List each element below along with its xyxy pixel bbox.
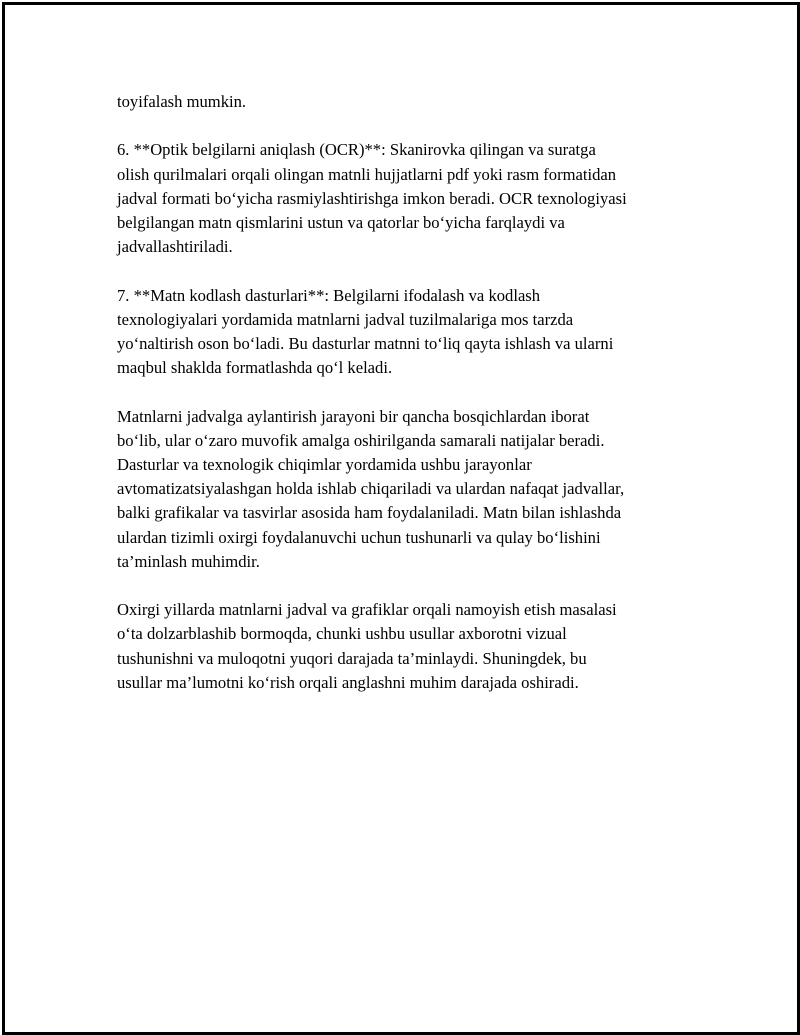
text-line: avtomatizatsiyalashgan holda ishlab chiqariladi va ulardan nafaqat jadvallar, bbox=[117, 479, 625, 499]
text-line: usullar ma’lumotni ko‘rish orqali anglashni muhim darajada oshiradi. bbox=[117, 672, 579, 692]
document-body bbox=[117, 90, 717, 719]
text-line: Matnlarni jadvalga aylantirish jarayoni bir qancha bosqichlardan iborat bbox=[117, 406, 590, 426]
text-line: jadval formati bo‘yicha rasmiylashtirishga imkon beradi. OCR texnologiyasi bbox=[117, 188, 627, 208]
paragraph-ocr bbox=[117, 138, 717, 259]
text-line: maqbul shaklda formatlashda qo‘l keladi. bbox=[117, 358, 393, 378]
text-line: Dasturlar va texnologik chiqimlar yordamida ushbu jarayonlar bbox=[117, 455, 532, 474]
text-line: balki grafikalar va tasvirlar asosida ham foydalaniladi. Matn bilan ishlashda bbox=[117, 503, 622, 523]
text-line: ulardan tizimli oxirgi foydalanuvchi uchun tushunarli va qulay bo‘lishini bbox=[117, 527, 601, 547]
paragraph-text-encoding bbox=[117, 284, 717, 381]
text-line: ta’minlash muhimdir. bbox=[117, 551, 260, 571]
paragraph-process-summary bbox=[117, 405, 717, 574]
text-line: 7. **Matn kodlash dasturlari**: Belgilarni ifodalash va kodlash bbox=[117, 285, 541, 305]
paragraph-continuation bbox=[117, 90, 717, 114]
text-line: 6. **Optik belgilarni aniqlash (OCR)**: Skanirovka qilingan va suratga bbox=[117, 140, 596, 160]
text-line: jadvallashtiriladi. bbox=[117, 237, 233, 257]
text-line: texnologiyalari yordamida matnlarni jadval tuzilmalariga mos tarzda bbox=[117, 309, 574, 329]
text-line: o‘ta dolzarblashib bormoqda, chunki ushbu usullar axborotni vizual bbox=[117, 624, 567, 644]
text-line: olish qurilmalari orqali olingan matnli hujjatlarni pdf yoki rasm formatidan bbox=[117, 164, 617, 184]
text-line: belgilangan matn qismlarini ustun va qatorlar bo‘yicha farqlaydi va bbox=[117, 213, 565, 232]
text-line: bo‘lib, ular o‘zaro muvofik amalga oshirilganda samarali natijalar beradi. bbox=[117, 430, 605, 450]
text-line: Oxirgi yillarda matnlarni jadval va grafiklar orqali namoyish etish masalasi bbox=[117, 600, 617, 620]
text-line: tushunishni va muloqotni yuqori darajada ta’minlaydi. Shuningdek, bu bbox=[117, 648, 587, 668]
text-line: toyifalash mumkin. bbox=[117, 92, 247, 111]
text-line: yo‘naltirish oson bo‘ladi. Bu dasturlar matnni to‘liq qayta ishlash va ularni bbox=[117, 334, 614, 353]
paragraph-conclusion bbox=[117, 598, 717, 695]
